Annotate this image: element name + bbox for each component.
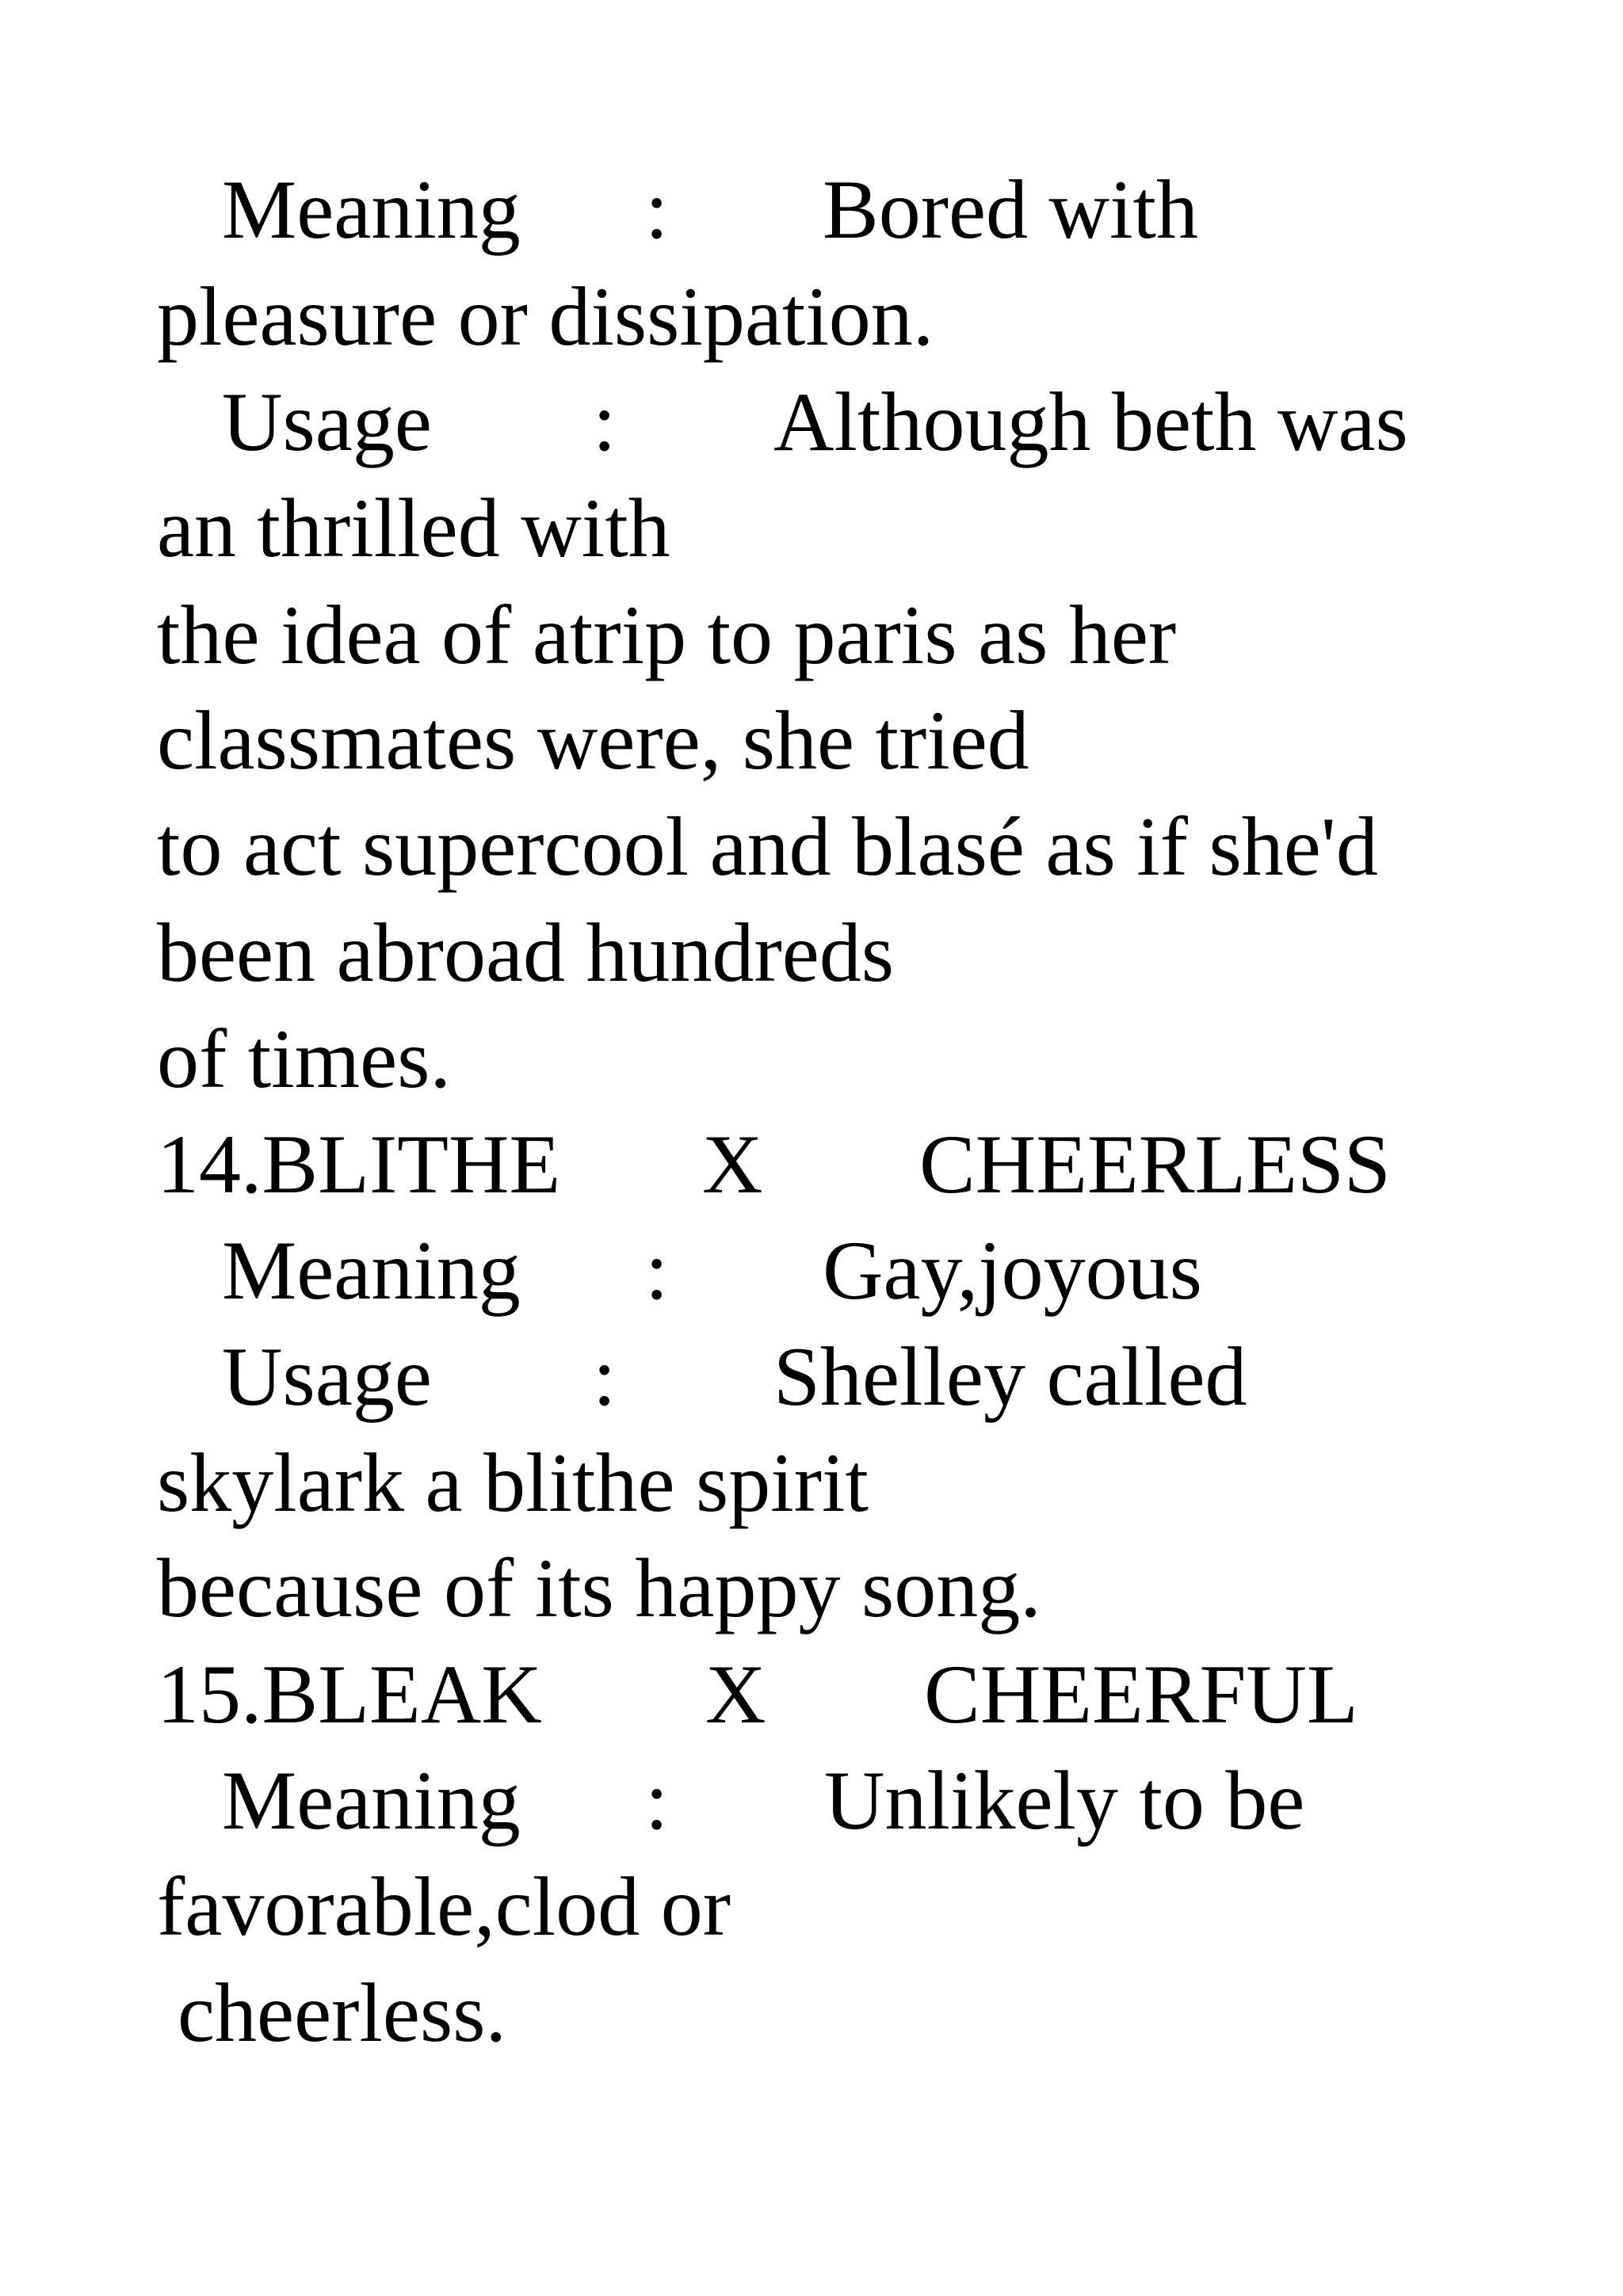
usage-text: Shelley called (773, 1330, 1247, 1423)
usage-label: Usage (222, 1330, 432, 1423)
meaning-text: Bored with (823, 163, 1198, 256)
usage-text: Although beth was (773, 376, 1408, 468)
meaning-text-continued: pleasure or dissipation. (157, 270, 934, 363)
usage-text-continued: skylark a blithe spirit (157, 1436, 869, 1529)
antonym-separator: X (702, 1118, 763, 1211)
meaning-colon: : (645, 1754, 669, 1847)
usage-colon: : (593, 376, 617, 468)
meaning-colon: : (645, 163, 669, 256)
meaning-label: Meaning (222, 1224, 521, 1317)
usage-text-continued: classmates were, she tried (157, 694, 1029, 787)
entry-antonym: CHEERFUL (924, 1648, 1358, 1741)
meaning-text-continued: cheerless. (178, 1966, 506, 2059)
usage-colon: : (593, 1330, 617, 1423)
meaning-text: Unlikely to be (824, 1754, 1305, 1847)
meaning-text-continued: favorable,clod or (157, 1860, 731, 1953)
entry-word: 15.BLEAK (157, 1648, 542, 1741)
meaning-label: Meaning (222, 163, 521, 256)
usage-text-continued: an thrilled with (157, 482, 670, 574)
antonym-separator: X (705, 1648, 766, 1741)
usage-label: Usage (222, 376, 432, 468)
entry-word: 14.BLITHE (157, 1118, 561, 1211)
usage-text-continued: been abroad hundreds (157, 906, 895, 999)
meaning-text: Gay,joyous (823, 1224, 1202, 1317)
usage-text-continued: the idea of atrip to paris as her (157, 589, 1177, 681)
meaning-colon: : (645, 1224, 669, 1317)
meaning-label: Meaning (222, 1754, 521, 1847)
usage-text-continued: of times. (157, 1013, 451, 1105)
usage-text-continued: because of its happy song. (157, 1542, 1041, 1634)
usage-text-continued: to act supercool and blasé as if she'd (157, 800, 1378, 893)
entry-antonym: CHEERLESS (919, 1118, 1391, 1211)
